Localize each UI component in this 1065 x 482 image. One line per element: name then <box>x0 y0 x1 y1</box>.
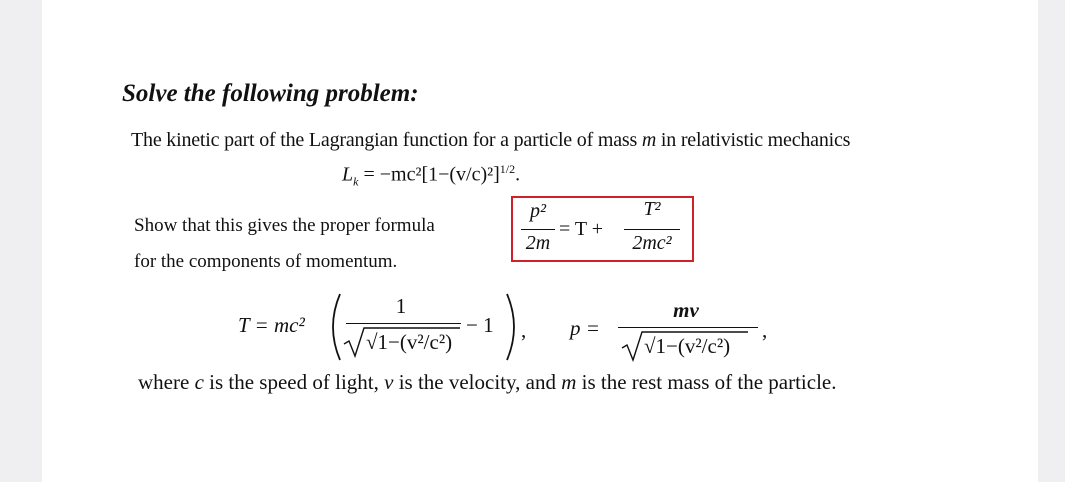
p-equation-lhs: p = <box>570 316 600 340</box>
T-equation-comma: , <box>521 318 527 342</box>
m-symbol: m <box>561 370 577 394</box>
lagrangian-subscript: k <box>353 174 359 189</box>
boxed-middle: = T + <box>559 218 604 240</box>
intro-text <box>131 129 850 152</box>
T-equation-numerator: 1 <box>395 294 407 318</box>
closing-text-part: where <box>138 370 195 394</box>
lagrangian-symbol: L <box>342 163 354 186</box>
T-equation-lhs: T = mc² <box>238 313 305 337</box>
boxed-lhs-denominator: 2m <box>525 232 551 254</box>
lagrangian-period: . <box>515 163 521 186</box>
kinetic-energy-equation <box>238 290 558 370</box>
T-equation-denominator: √1−(v²/c²) <box>366 330 453 354</box>
show-text-line-2: for the components of momentum. <box>134 251 398 272</box>
p-equation-denominator: √1−(v²/c²) <box>644 334 731 358</box>
left-paren <box>324 292 344 362</box>
boxed-lhs-numerator: p² <box>530 200 546 222</box>
closing-text-part: is the rest mass of the particle. <box>576 370 837 394</box>
boxed-rhs-denominator: 2mc² <box>632 232 672 254</box>
intro-text-part: in relativistic mechanics <box>656 129 851 151</box>
c-symbol: c <box>194 370 204 394</box>
v-symbol: v <box>384 370 394 394</box>
boxed-equation <box>511 196 694 262</box>
right-paren <box>503 292 523 362</box>
intro-text-part: The kinetic part of the Lagrangian function for a particle of mass <box>131 129 642 151</box>
closing-text-part: is the speed of light, <box>203 370 385 394</box>
closing-text <box>138 370 836 395</box>
boxed-rhs-numerator: T² <box>643 198 661 220</box>
problem-heading: Solve the following problem: <box>122 80 419 107</box>
p-equation-numerator: mv <box>673 298 699 322</box>
document-page <box>42 0 1038 482</box>
show-text-line-1: Show that this gives the proper formula <box>134 215 435 236</box>
p-equation-comma: , <box>762 318 768 342</box>
lagrangian-equation <box>342 162 520 190</box>
mass-symbol: m <box>641 129 657 151</box>
lagrangian-exponent: 1/2 <box>499 162 516 176</box>
momentum-equation <box>570 292 810 372</box>
closing-text-part: is the velocity, and <box>393 370 562 394</box>
lagrangian-rhs: = −mc²[1−(v/c)²] <box>358 163 500 186</box>
T-equation-minus-one: − 1 <box>466 313 494 337</box>
